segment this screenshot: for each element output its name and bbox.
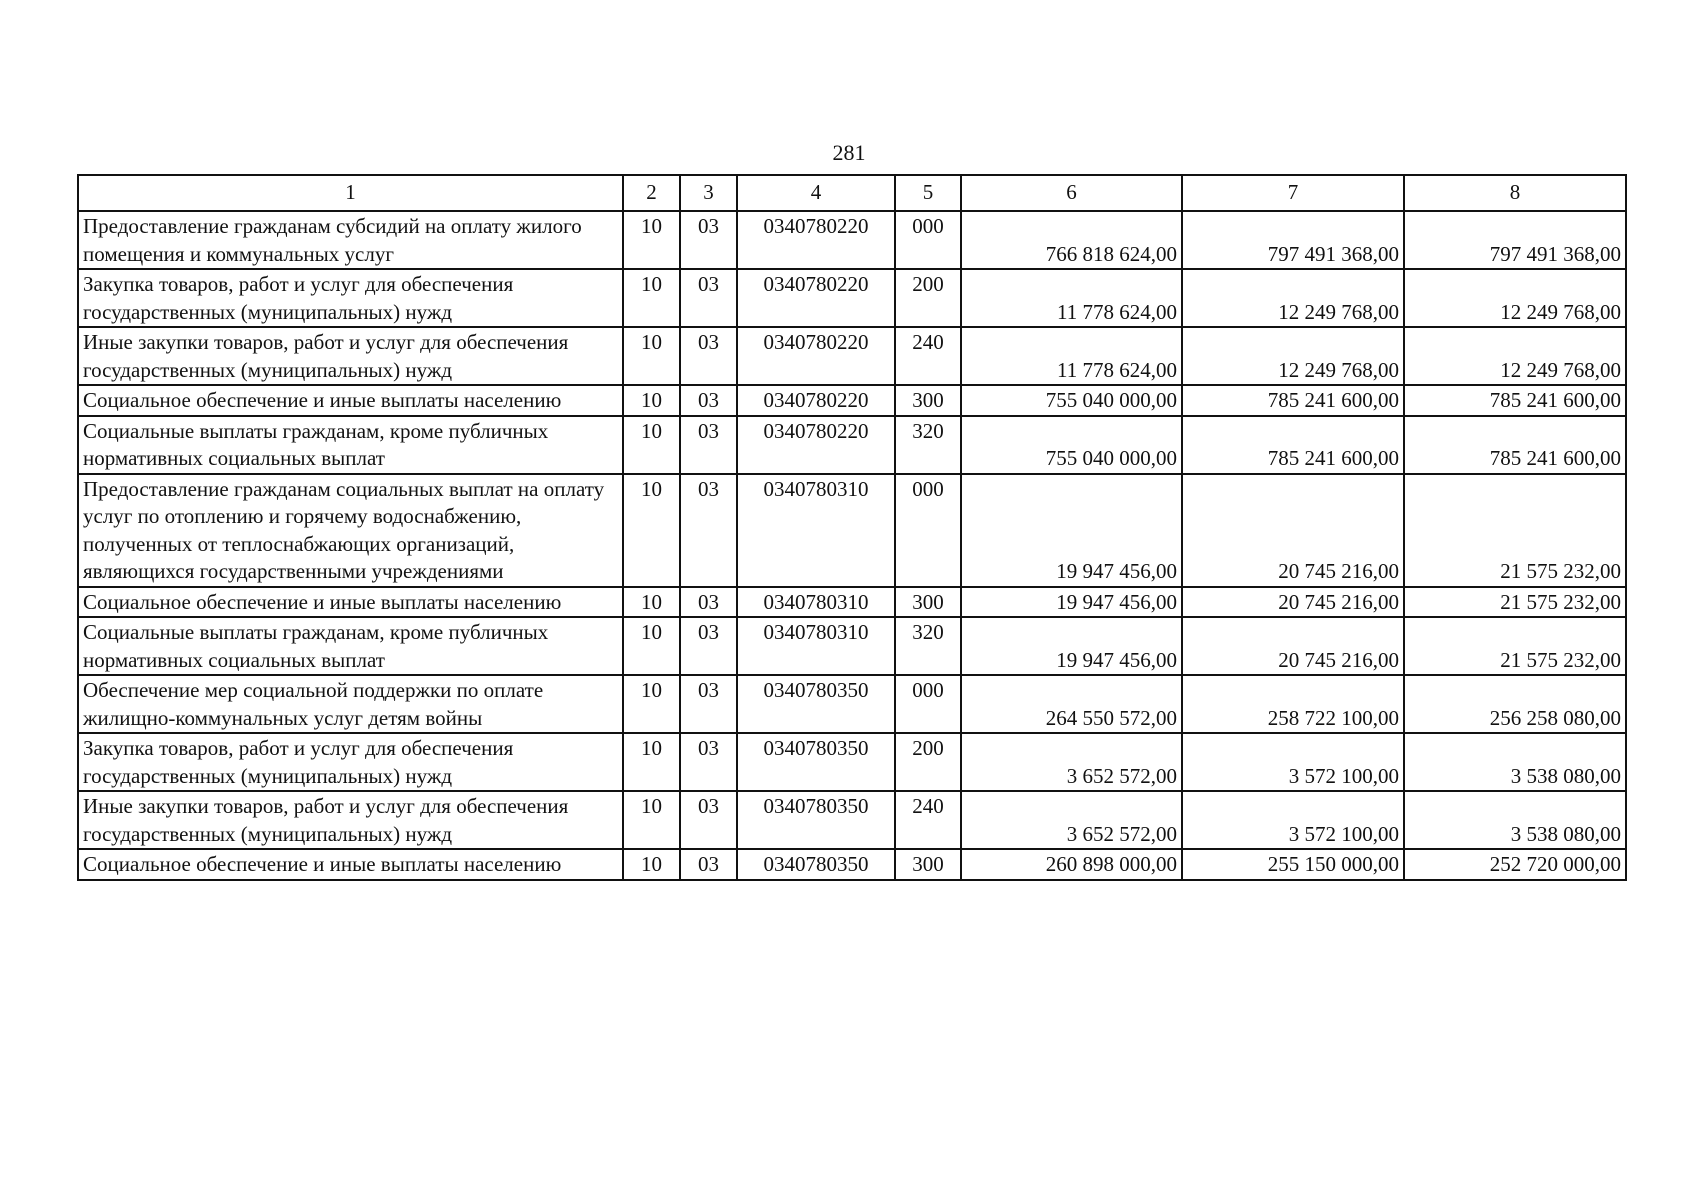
header-cell-3: 3 xyxy=(680,175,737,211)
row-target-code: 0340780220 xyxy=(737,327,895,385)
table-row xyxy=(78,675,1626,733)
row-amount-6: 19 947 456,00 xyxy=(961,474,1182,587)
row-amount-7: 797 491 368,00 xyxy=(1182,211,1404,269)
table-row xyxy=(78,269,1626,327)
row-expense-type: 320 xyxy=(895,416,961,474)
row-expense-type: 300 xyxy=(895,849,961,880)
row-name: Социальное обеспечение и иные выплаты населению xyxy=(78,587,623,618)
row-section: 10 xyxy=(623,791,680,849)
row-target-code: 0340780310 xyxy=(737,587,895,618)
row-section: 10 xyxy=(623,587,680,618)
row-amount-7: 20 745 216,00 xyxy=(1182,617,1404,675)
row-subsection: 03 xyxy=(680,474,737,587)
row-subsection: 03 xyxy=(680,211,737,269)
row-amount-8: 785 241 600,00 xyxy=(1404,385,1626,416)
header-cell-8: 8 xyxy=(1404,175,1626,211)
row-amount-7: 3 572 100,00 xyxy=(1182,733,1404,791)
row-section: 10 xyxy=(623,416,680,474)
table-row xyxy=(78,791,1626,849)
row-target-code: 0340780350 xyxy=(737,733,895,791)
row-amount-6: 264 550 572,00 xyxy=(961,675,1182,733)
row-amount-6: 19 947 456,00 xyxy=(961,587,1182,618)
row-subsection: 03 xyxy=(680,733,737,791)
row-amount-7: 20 745 216,00 xyxy=(1182,474,1404,587)
row-expense-type: 300 xyxy=(895,385,961,416)
row-section: 10 xyxy=(623,269,680,327)
row-section: 10 xyxy=(623,211,680,269)
row-subsection: 03 xyxy=(680,849,737,880)
row-amount-6: 11 778 624,00 xyxy=(961,269,1182,327)
row-amount-8: 3 538 080,00 xyxy=(1404,791,1626,849)
row-amount-8: 3 538 080,00 xyxy=(1404,733,1626,791)
row-subsection: 03 xyxy=(680,269,737,327)
row-section: 10 xyxy=(623,675,680,733)
header-cell-4: 4 xyxy=(737,175,895,211)
row-section: 10 xyxy=(623,327,680,385)
row-target-code: 0340780350 xyxy=(737,675,895,733)
row-name: Закупка товаров, работ и услуг для обеспечения государственных (муниципальных) нужд xyxy=(78,733,623,791)
row-target-code: 0340780220 xyxy=(737,416,895,474)
row-amount-6: 3 652 572,00 xyxy=(961,733,1182,791)
row-amount-8: 21 575 232,00 xyxy=(1404,617,1626,675)
row-amount-8: 12 249 768,00 xyxy=(1404,269,1626,327)
row-expense-type: 200 xyxy=(895,733,961,791)
row-subsection: 03 xyxy=(680,385,737,416)
row-subsection: 03 xyxy=(680,587,737,618)
row-subsection: 03 xyxy=(680,416,737,474)
row-name: Предоставление гражданам социальных выплат на оплату услуг по отоплению и горячему водоснабжению, полученных от теплоснабжающих организаций, являющихся государственными учреждениями xyxy=(78,474,623,587)
row-expense-type: 000 xyxy=(895,474,961,587)
row-section: 10 xyxy=(623,849,680,880)
row-name: Закупка товаров, работ и услуг для обеспечения государственных (муниципальных) нужд xyxy=(78,269,623,327)
row-target-code: 0340780310 xyxy=(737,474,895,587)
row-amount-8: 256 258 080,00 xyxy=(1404,675,1626,733)
row-name: Социальные выплаты гражданам, кроме публичных нормативных социальных выплат xyxy=(78,617,623,675)
row-amount-8: 21 575 232,00 xyxy=(1404,474,1626,587)
row-section: 10 xyxy=(623,733,680,791)
header-cell-2: 2 xyxy=(623,175,680,211)
row-section: 10 xyxy=(623,385,680,416)
row-amount-7: 12 249 768,00 xyxy=(1182,269,1404,327)
row-expense-type: 200 xyxy=(895,269,961,327)
row-amount-7: 3 572 100,00 xyxy=(1182,791,1404,849)
row-target-code: 0340780310 xyxy=(737,617,895,675)
row-target-code: 0340780220 xyxy=(737,269,895,327)
page-number: 281 xyxy=(832,140,866,165)
row-section: 10 xyxy=(623,617,680,675)
table-row xyxy=(78,385,1626,416)
row-name: Иные закупки товаров, работ и услуг для обеспечения государственных (муниципальных) нужд xyxy=(78,327,623,385)
header-row xyxy=(78,175,1626,211)
row-amount-6: 755 040 000,00 xyxy=(961,385,1182,416)
table-row xyxy=(78,416,1626,474)
row-subsection: 03 xyxy=(680,327,737,385)
budget-table xyxy=(77,174,1627,881)
row-target-code: 0340780350 xyxy=(737,791,895,849)
table-row xyxy=(78,617,1626,675)
row-amount-6: 19 947 456,00 xyxy=(961,617,1182,675)
table-row xyxy=(78,474,1626,587)
row-amount-7: 785 241 600,00 xyxy=(1182,416,1404,474)
header-cell-6: 6 xyxy=(961,175,1182,211)
row-amount-8: 797 491 368,00 xyxy=(1404,211,1626,269)
row-name: Предоставление гражданам субсидий на оплату жилого помещения и коммунальных услуг xyxy=(78,211,623,269)
row-amount-6: 11 778 624,00 xyxy=(961,327,1182,385)
row-amount-7: 255 150 000,00 xyxy=(1182,849,1404,880)
row-name: Обеспечение мер социальной поддержки по оплате жилищно-коммунальных услуг детям войны xyxy=(78,675,623,733)
row-expense-type: 240 xyxy=(895,791,961,849)
row-amount-7: 258 722 100,00 xyxy=(1182,675,1404,733)
row-subsection: 03 xyxy=(680,617,737,675)
row-target-code: 0340780350 xyxy=(737,849,895,880)
row-target-code: 0340780220 xyxy=(737,385,895,416)
row-expense-type: 300 xyxy=(895,587,961,618)
row-section: 10 xyxy=(623,474,680,587)
row-expense-type: 000 xyxy=(895,211,961,269)
row-amount-6: 766 818 624,00 xyxy=(961,211,1182,269)
table-row xyxy=(78,849,1626,880)
table-row xyxy=(78,587,1626,618)
row-amount-7: 12 249 768,00 xyxy=(1182,327,1404,385)
row-amount-8: 12 249 768,00 xyxy=(1404,327,1626,385)
row-amount-8: 252 720 000,00 xyxy=(1404,849,1626,880)
row-name: Социальное обеспечение и иные выплаты населению xyxy=(78,385,623,416)
row-amount-7: 20 745 216,00 xyxy=(1182,587,1404,618)
table-row xyxy=(78,327,1626,385)
row-expense-type: 240 xyxy=(895,327,961,385)
row-amount-6: 755 040 000,00 xyxy=(961,416,1182,474)
row-amount-6: 3 652 572,00 xyxy=(961,791,1182,849)
row-amount-8: 785 241 600,00 xyxy=(1404,416,1626,474)
header-cell-5: 5 xyxy=(895,175,961,211)
row-name: Социальные выплаты гражданам, кроме публичных нормативных социальных выплат xyxy=(78,416,623,474)
row-name: Иные закупки товаров, работ и услуг для обеспечения государственных (муниципальных) нужд xyxy=(78,791,623,849)
row-amount-8: 21 575 232,00 xyxy=(1404,587,1626,618)
table-row xyxy=(78,211,1626,269)
row-target-code: 0340780220 xyxy=(737,211,895,269)
row-subsection: 03 xyxy=(680,675,737,733)
row-amount-7: 785 241 600,00 xyxy=(1182,385,1404,416)
row-subsection: 03 xyxy=(680,791,737,849)
header-cell-7: 7 xyxy=(1182,175,1404,211)
row-amount-6: 260 898 000,00 xyxy=(961,849,1182,880)
row-expense-type: 000 xyxy=(895,675,961,733)
table-row xyxy=(78,733,1626,791)
row-name: Социальное обеспечение и иные выплаты населению xyxy=(78,849,623,880)
header-cell-1: 1 xyxy=(78,175,623,211)
row-expense-type: 320 xyxy=(895,617,961,675)
